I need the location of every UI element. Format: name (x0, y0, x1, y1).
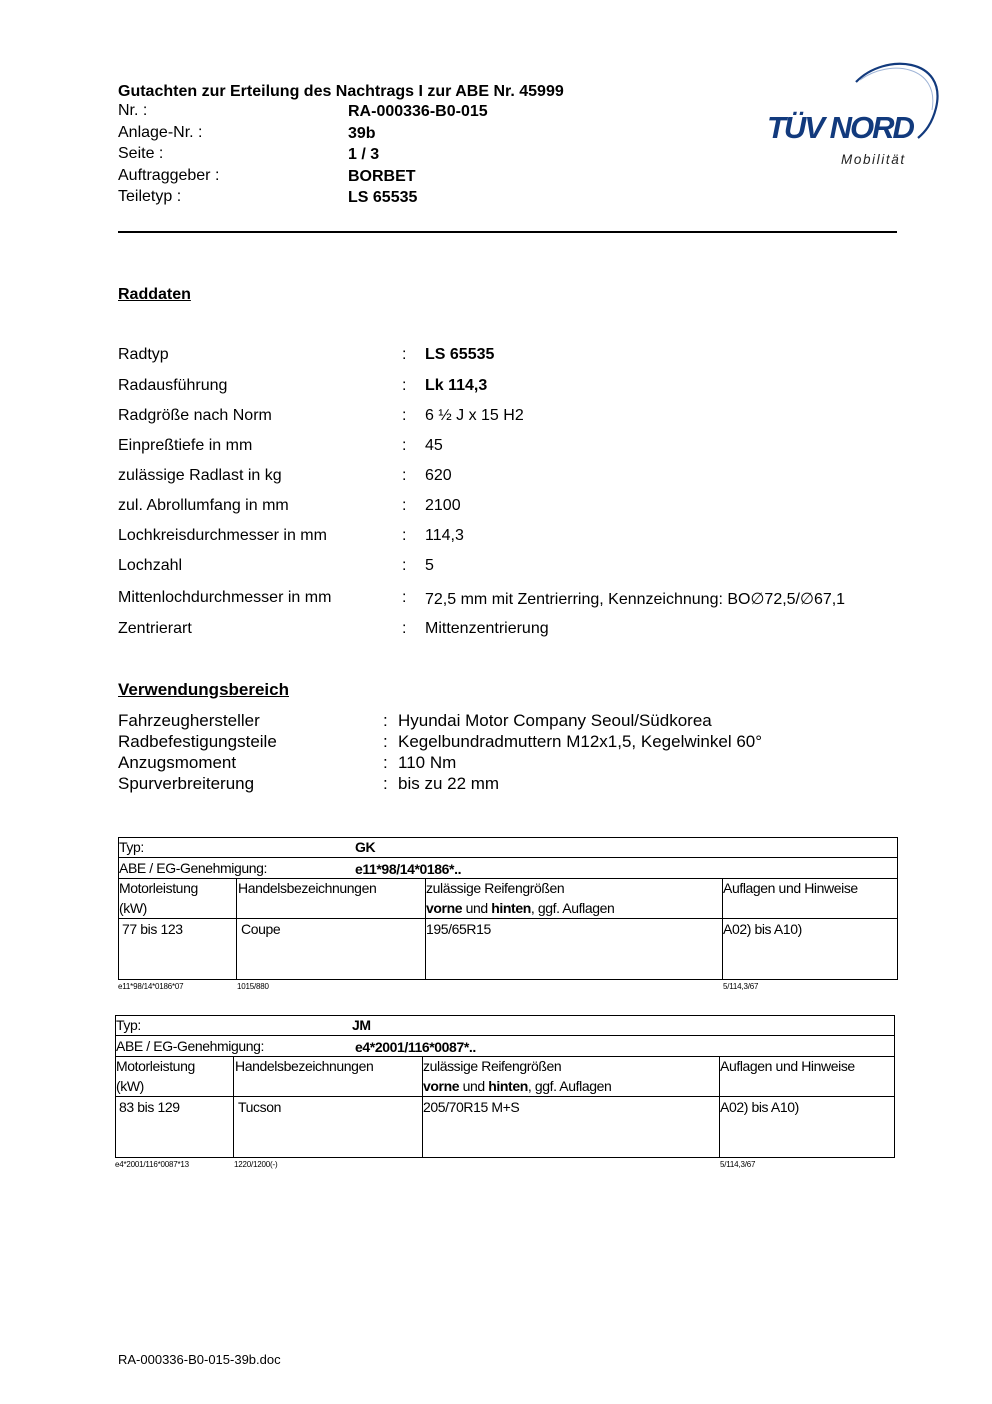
raddaten-value: 6 ½ J x 15 H2 (425, 407, 524, 424)
raddaten-value: 72,5 mm mit Zentrierring, Kennzeichnung: BO∅72,5/∅67,1 (425, 591, 846, 608)
column-header-motorleistung: Motorleistung (119, 880, 198, 896)
header-label: Nr. : (118, 102, 148, 119)
footer-filename: RA-000336-B0-015-39b.doc (118, 1352, 281, 1367)
reifen-rest: , ggf. Auflagen (527, 1078, 612, 1094)
vehicle-table-jm (115, 1015, 895, 1169)
header-row-seite (118, 145, 718, 167)
colon: : (383, 753, 388, 772)
cell-motorleistung: 77 bis 123 (122, 921, 183, 937)
colon: : (402, 557, 407, 574)
header-value: LS 65535 (348, 189, 418, 206)
raddaten-row (118, 346, 918, 368)
raddaten-label: Zentrierart (118, 620, 192, 637)
header-row-teiletyp (118, 188, 718, 210)
column-header-auflagen: Auflagen und Hinweise (720, 1058, 855, 1074)
cell-reifengroesse: 205/70R15 M+S (423, 1099, 520, 1115)
cell-handelsbezeichnung: Tucson (238, 1099, 281, 1115)
cell-auflagen: A02) bis A10) (720, 1099, 799, 1115)
colon: : (402, 467, 407, 484)
header-divider (118, 231, 897, 233)
section-heading-raddaten: Raddaten (118, 286, 191, 303)
verwendung-label: Radbefestigungsteile (118, 732, 277, 751)
table-rule (236, 878, 237, 980)
raddaten-value: 114,3 (425, 527, 464, 544)
raddaten-value: 620 (425, 467, 452, 484)
verwendung-value: Hyundai Motor Company Seoul/Südkorea (398, 711, 712, 730)
raddaten-label: Lochkreisdurchmesser in mm (118, 527, 327, 544)
column-header-motorleistung: Motorleistung (116, 1058, 195, 1074)
raddaten-label: Radtyp (118, 346, 169, 363)
raddaten-value: LS 65535 (425, 346, 495, 363)
logo-wordmark: TÜV NORD (767, 110, 913, 145)
header-value: 1 / 3 (348, 146, 380, 163)
logo-subtitle: Mobilität (841, 152, 906, 167)
raddaten-label: zulässige Radlast in kg (118, 467, 282, 484)
verwendung-label: Fahrzeughersteller (118, 711, 260, 730)
verwendung-label: Spurverbreiterung (118, 774, 255, 793)
raddaten-label: Mittenlochdurchmesser in mm (118, 589, 332, 606)
header-label: Teiletyp : (118, 188, 182, 205)
header-row-nr (118, 102, 718, 124)
colon: : (402, 407, 407, 424)
reifen-und: und (459, 1078, 489, 1094)
document-header (118, 81, 718, 210)
raddaten-value: Lk 114,3 (425, 377, 488, 394)
typ-value: GK (355, 839, 376, 855)
colon: : (402, 437, 407, 454)
verwendung-value: bis zu 22 mm (398, 774, 500, 793)
raddaten-row (118, 620, 918, 642)
reifen-und: und (462, 900, 492, 916)
cell-motorleistung: 83 bis 129 (119, 1099, 180, 1115)
cell-auflagen: A02) bis A10) (723, 921, 802, 937)
abe-label: ABE / EG-Genehmigung: (116, 1038, 265, 1054)
raddaten-label: zul. Abrollumfang in mm (118, 497, 289, 514)
section-heading-verwendungsbereich: Verwendungsbereich (118, 680, 289, 699)
footnote-bolt-pattern: 5/114,3/67 (723, 982, 759, 991)
table-rule (233, 1056, 234, 1158)
header-row-auftraggeber (118, 167, 718, 189)
raddaten-row (118, 557, 918, 579)
raddaten-label: Einpreßtiefe in mm (118, 437, 253, 454)
header-value: BORBET (348, 167, 416, 185)
verwendung-label: Anzugsmoment (118, 753, 237, 772)
colon: : (383, 732, 388, 751)
raddaten-value: Mittenzentrierung (425, 620, 549, 637)
header-label: Seite : (118, 145, 164, 162)
footnote-weights: 1220/1200(-) (234, 1160, 278, 1169)
footnote-bolt-pattern: 5/114,3/67 (720, 1160, 756, 1169)
column-header-unit: (kW) (119, 900, 147, 916)
header-row-anlage (118, 124, 718, 146)
colon: : (402, 497, 407, 514)
verwendung-value: 110 Nm (398, 753, 457, 772)
column-header-unit: (kW) (116, 1078, 144, 1094)
raddaten-row (118, 497, 918, 519)
colon: : (402, 620, 407, 637)
verwendung-row (118, 711, 918, 732)
typ-value: JM (352, 1017, 371, 1033)
reifen-hinten: hinten (488, 1078, 528, 1094)
reifen-rest: , ggf. Auflagen (530, 900, 615, 916)
colon: : (402, 589, 407, 606)
verwendung-row (118, 774, 918, 795)
verwendung-row (118, 732, 918, 753)
abe-label: ABE / EG-Genehmigung: (119, 860, 268, 876)
header-label: Anlage-Nr. : (118, 123, 203, 141)
column-header-reifen: zulässige Reifengrößen (426, 880, 565, 896)
header-value: RA-000336-B0-015 (348, 103, 488, 120)
header-value: 39b (348, 124, 376, 142)
footnote-approval: e11*98/14*0186*07 (118, 982, 184, 991)
raddaten-label: Lochzahl (118, 557, 183, 574)
column-header-reifen: zulässige Reifengrößen (423, 1058, 562, 1074)
raddaten-value: 2100 (425, 497, 461, 514)
column-header-handel: Handelsbezeichnungen (235, 1058, 374, 1074)
colon: : (402, 527, 407, 544)
abe-value: e11*98/14*0186*.. (355, 861, 462, 877)
vehicle-table-gk (118, 837, 898, 991)
raddaten-value: 5 (425, 557, 434, 574)
raddaten-value: 45 (425, 437, 443, 454)
raddaten-row (118, 527, 918, 549)
typ-label: Typ: (116, 1017, 141, 1033)
raddaten-row (118, 467, 918, 489)
verwendung-row (118, 753, 918, 774)
colon: : (402, 346, 407, 363)
column-header-handel: Handelsbezeichnungen (238, 880, 377, 896)
raddaten-row (118, 377, 918, 399)
tuev-nord-logo (760, 58, 945, 173)
column-header-auflagen: Auflagen und Hinweise (723, 880, 858, 896)
colon: : (402, 377, 407, 394)
column-header-reifen-detail (426, 898, 614, 918)
cell-handelsbezeichnung: Coupe (241, 921, 281, 937)
column-header-reifen-detail (423, 1076, 611, 1096)
abe-value: e4*2001/116*0087*.. (355, 1039, 476, 1055)
raddaten-row (118, 437, 918, 459)
header-label: Auftraggeber : (118, 166, 220, 184)
reifen-vorne: vorne (426, 900, 463, 916)
verwendung-value: Kegelbundradmuttern M12x1,5, Kegelwinkel 60° (398, 732, 763, 751)
reifen-vorne: vorne (423, 1078, 460, 1094)
raddaten-label: Radausführung (118, 377, 228, 394)
footnote-weights: 1015/880 (237, 982, 269, 991)
raddaten-row (118, 407, 918, 429)
colon: : (383, 774, 388, 793)
reifen-hinten: hinten (491, 900, 531, 916)
raddaten-label: Radgröße nach Norm (118, 407, 272, 424)
typ-label: Typ: (119, 839, 144, 855)
colon: : (383, 711, 388, 730)
raddaten-row (118, 589, 918, 611)
cell-reifengroesse: 195/65R15 (426, 921, 491, 937)
document-title: Gutachten zur Erteilung des Nachtrags I zur ABE Nr. 45999 (118, 83, 564, 100)
footnote-approval: e4*2001/116*0087*13 (115, 1160, 189, 1169)
